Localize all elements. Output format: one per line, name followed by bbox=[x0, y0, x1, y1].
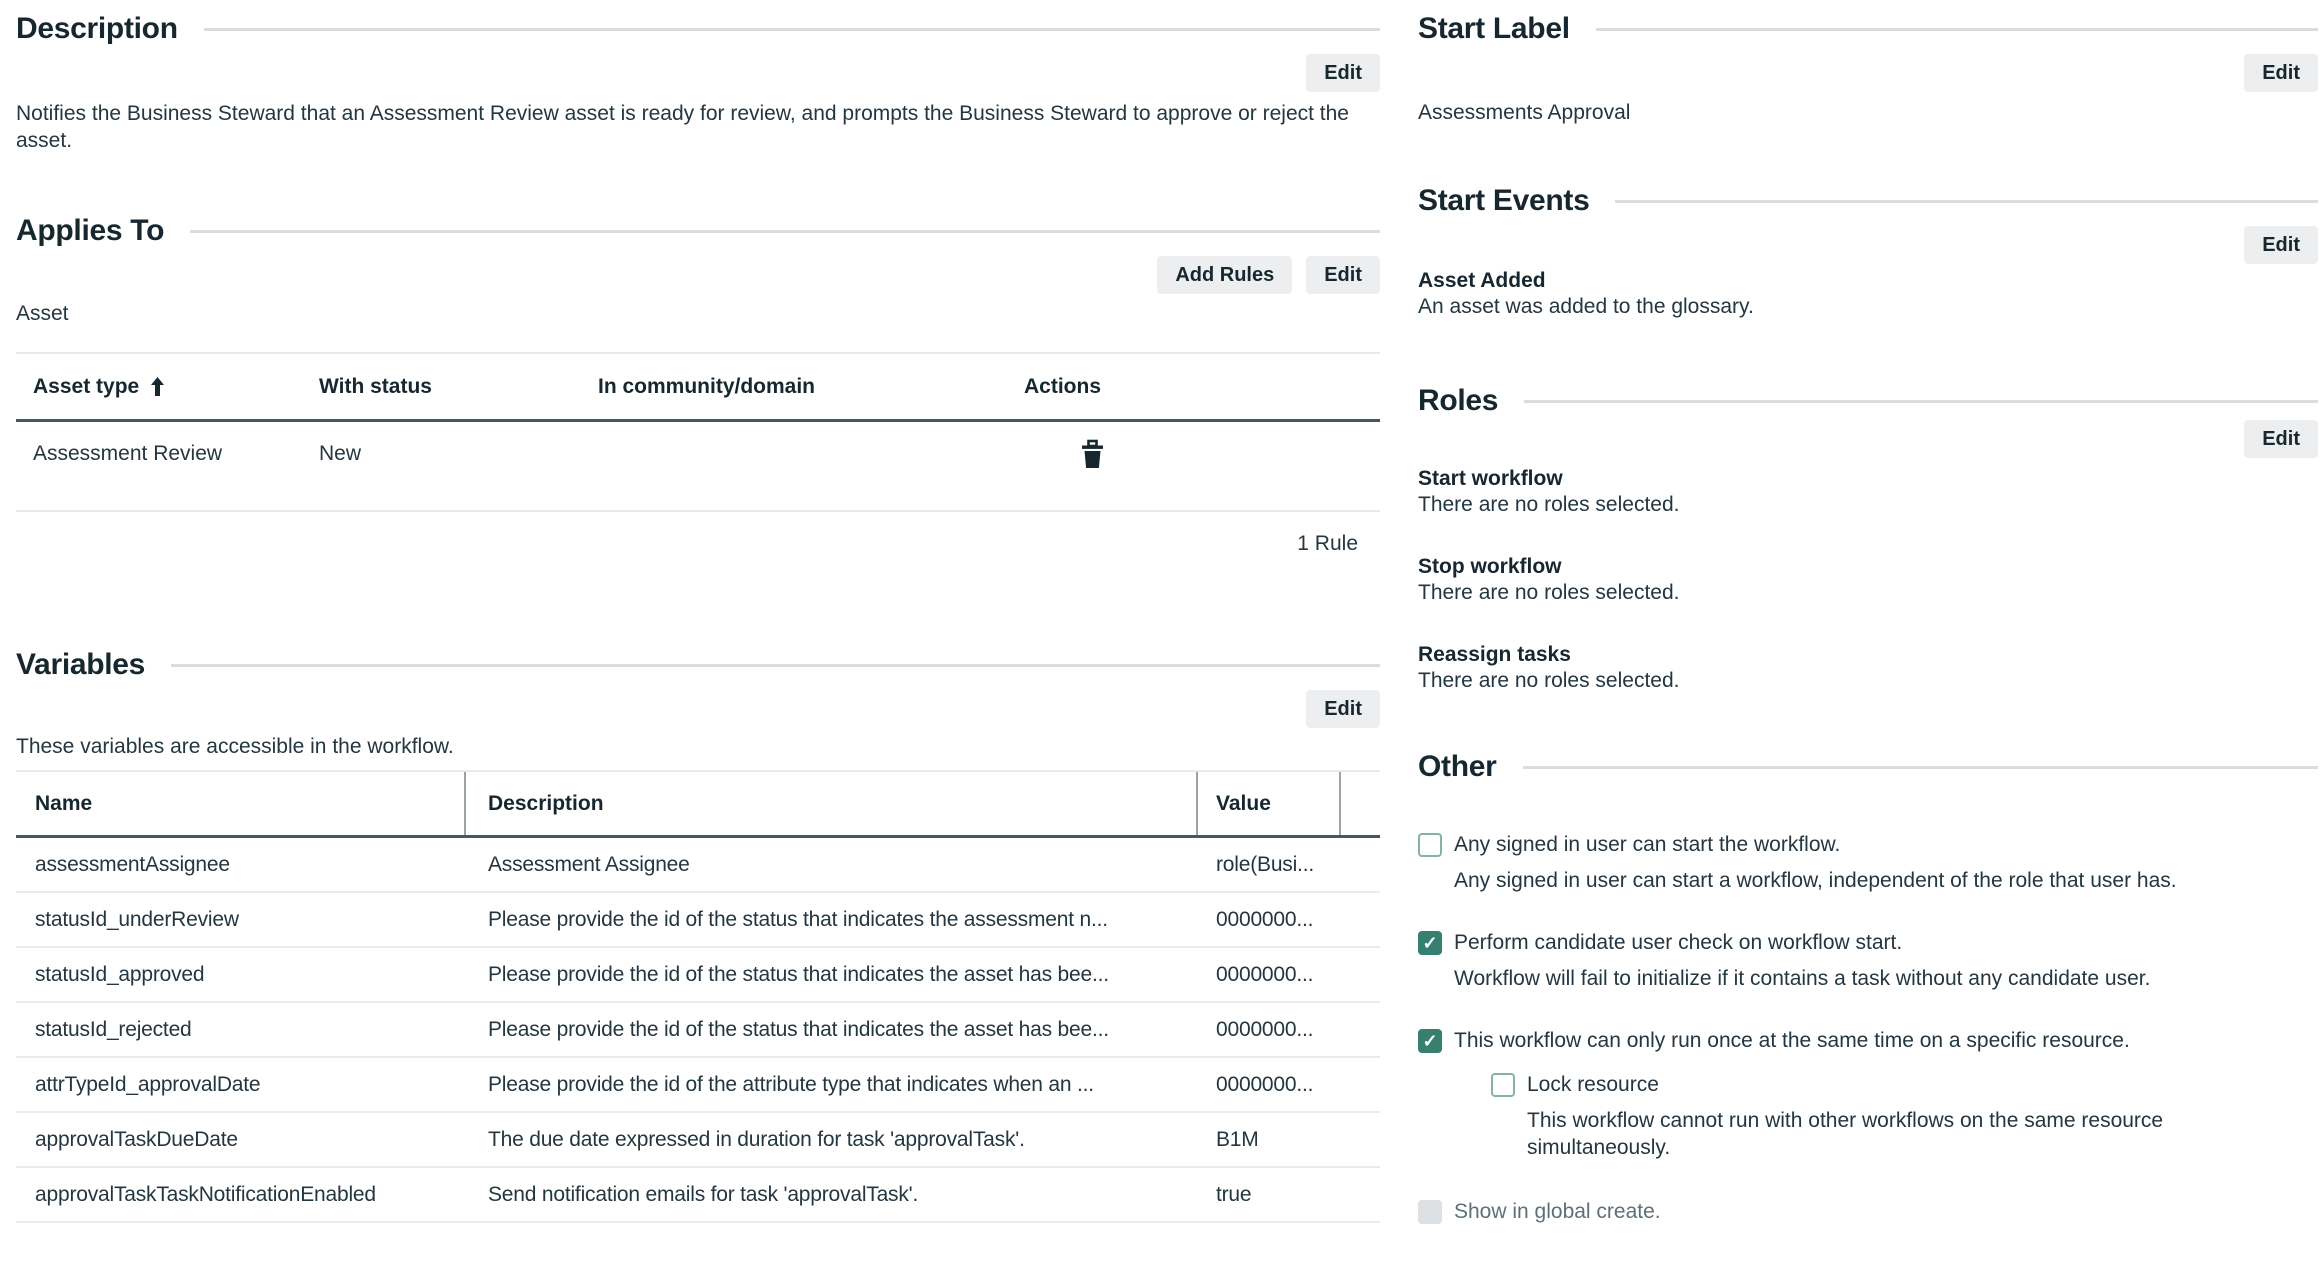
variable-description: Please provide the id of the status that indicates the asset has bee... bbox=[488, 1017, 1109, 1041]
variable-description: Please provide the id of the status that indicates the asset has bee... bbox=[488, 962, 1109, 986]
variable-description: Please provide the id of the attribute type that indicates when an ... bbox=[488, 1072, 1094, 1096]
variable-name: statusId_approved bbox=[35, 962, 205, 986]
sort-ascending-icon bbox=[149, 376, 166, 397]
column-header-spacer bbox=[1341, 772, 1380, 835]
cell-with-status: New bbox=[319, 442, 362, 465]
variable-value: B1M bbox=[1216, 1127, 1259, 1151]
option-label: This workflow can only run once at the same time on a specific resource. bbox=[1454, 1029, 2130, 1052]
variable-row bbox=[16, 948, 1380, 1003]
variable-value: 0000000... bbox=[1216, 1017, 1314, 1041]
role-status: There are no roles selected. bbox=[1418, 669, 1680, 692]
column-header-description: Description bbox=[466, 772, 1198, 835]
option-candidate-user-check bbox=[1418, 930, 2318, 992]
roles-list bbox=[1418, 466, 2318, 694]
edit-description-button[interactable]: Edit bbox=[1306, 54, 1380, 92]
variable-value: 0000000... bbox=[1216, 962, 1314, 986]
start-event-name: Asset Added bbox=[1418, 269, 1546, 292]
option-description: Workflow will fail to initialize if it contains a task without any candidate user. bbox=[1454, 967, 2151, 990]
variable-name: assessmentAssignee bbox=[35, 852, 230, 876]
variable-value: true bbox=[1216, 1182, 1252, 1206]
variable-row bbox=[16, 1168, 1380, 1223]
option-any-signed-in-user bbox=[1418, 832, 2318, 894]
roles-title: Roles bbox=[1418, 384, 1499, 417]
role-status: There are no roles selected. bbox=[1418, 493, 1680, 516]
applies-to-table bbox=[16, 352, 1380, 556]
variable-description: Assessment Assignee bbox=[488, 852, 690, 876]
edit-start-label-button[interactable]: Edit bbox=[2244, 54, 2318, 92]
delete-rule-button[interactable] bbox=[1079, 439, 1380, 471]
section-roles bbox=[1418, 380, 2318, 694]
section-other bbox=[1418, 746, 2318, 1225]
option-description: This workflow cannot run with other workflows on the same resource simultaneously. bbox=[1527, 1109, 2164, 1159]
start-label-title: Start Label bbox=[1418, 12, 1570, 45]
section-divider bbox=[1524, 400, 2318, 403]
other-title: Other bbox=[1418, 750, 1497, 783]
section-divider bbox=[1596, 28, 2318, 31]
run-once-checkbox[interactable] bbox=[1418, 1029, 1442, 1053]
variable-name: approvalTaskTaskNotificationEnabled bbox=[35, 1182, 376, 1206]
variable-description: The due date expressed in duration for task 'approvalTask'. bbox=[488, 1127, 1025, 1151]
variables-table-header bbox=[16, 770, 1380, 838]
option-label: Show in global create. bbox=[1454, 1200, 1661, 1223]
section-divider bbox=[1523, 766, 2318, 769]
variable-row bbox=[16, 1003, 1380, 1058]
section-description bbox=[16, 8, 1380, 154]
section-divider bbox=[171, 664, 1380, 667]
option-run-once bbox=[1418, 1028, 2318, 1161]
variable-name: statusId_underReview bbox=[35, 907, 239, 931]
section-divider bbox=[1615, 200, 2318, 203]
column-header-in-community-domain: In community/domain bbox=[598, 374, 816, 398]
section-variables bbox=[16, 644, 1380, 1223]
variable-description: Please provide the id of the status that indicates the assessment n... bbox=[488, 907, 1108, 931]
start-events-title: Start Events bbox=[1418, 184, 1590, 217]
variables-table bbox=[16, 770, 1380, 1223]
rule-count: 1 Rule bbox=[1297, 532, 1358, 555]
role-name: Stop workflow bbox=[1418, 555, 1562, 578]
option-label: Perform candidate user check on workflow start. bbox=[1454, 931, 1903, 954]
start-label-value: Assessments Approval bbox=[1418, 101, 1631, 124]
option-label: Lock resource bbox=[1527, 1073, 1659, 1096]
candidate-user-check-checkbox[interactable] bbox=[1418, 931, 1442, 955]
left-column bbox=[16, 0, 1380, 1223]
add-rules-button[interactable]: Add Rules bbox=[1157, 256, 1292, 294]
description-title: Description bbox=[16, 12, 178, 45]
lock-resource-checkbox[interactable] bbox=[1491, 1073, 1515, 1097]
cell-asset-type: Assessment Review bbox=[33, 442, 223, 465]
variable-value: 0000000... bbox=[1216, 1072, 1314, 1096]
applies-to-subject: Asset bbox=[16, 302, 69, 325]
option-show-in-global-create bbox=[1418, 1199, 2318, 1225]
option-label: Any signed in user can start the workflow. bbox=[1454, 833, 1841, 856]
option-lock-resource bbox=[1491, 1072, 2310, 1161]
trash-icon bbox=[1079, 439, 1380, 471]
variable-row bbox=[16, 1058, 1380, 1113]
description-text: Notifies the Business Steward that an Assessment Review asset is ready for review, and prompts the Business Steward to approve or reject the asset. bbox=[16, 102, 1349, 152]
option-description: Any signed in user can start a workflow, independent of the role that user has. bbox=[1454, 869, 2177, 892]
role-status: There are no roles selected. bbox=[1418, 581, 1680, 604]
role-name: Reassign tasks bbox=[1418, 643, 1571, 666]
edit-roles-button[interactable]: Edit bbox=[2244, 420, 2318, 458]
column-header-with-status: With status bbox=[319, 374, 432, 398]
edit-applies-to-button[interactable]: Edit bbox=[1306, 256, 1380, 294]
role-item-start-workflow bbox=[1418, 466, 2318, 518]
edit-start-events-button[interactable]: Edit bbox=[2244, 226, 2318, 264]
variable-name: approvalTaskDueDate bbox=[35, 1127, 238, 1151]
role-item-reassign-tasks bbox=[1418, 642, 2318, 694]
variables-subtitle: These variables are accessible in the workflow. bbox=[16, 735, 454, 758]
section-start-events bbox=[1418, 180, 2318, 320]
section-start-label bbox=[1418, 8, 2318, 126]
start-event-description: An asset was added to the glossary. bbox=[1418, 295, 1754, 318]
edit-variables-button[interactable]: Edit bbox=[1306, 690, 1380, 728]
variables-title: Variables bbox=[16, 648, 146, 681]
section-divider bbox=[204, 28, 1380, 31]
any-signed-in-user-checkbox[interactable] bbox=[1418, 833, 1442, 857]
column-header-asset-type[interactable]: Asset type bbox=[16, 375, 303, 399]
variable-row bbox=[16, 838, 1380, 893]
variable-value: role(Busi... bbox=[1216, 852, 1314, 876]
right-column bbox=[1418, 0, 2318, 1261]
variable-description: Send notification emails for task 'approvalTask'. bbox=[488, 1182, 919, 1206]
section-divider bbox=[190, 230, 1380, 233]
show-in-global-create-checkbox bbox=[1418, 1200, 1442, 1224]
variable-row bbox=[16, 1113, 1380, 1168]
column-header-value: Value bbox=[1198, 772, 1341, 835]
variable-value: 0000000... bbox=[1216, 907, 1314, 931]
variable-name: attrTypeId_approvalDate bbox=[35, 1072, 261, 1096]
role-name: Start workflow bbox=[1418, 467, 1563, 490]
other-options-list bbox=[1418, 832, 2318, 1225]
role-item-stop-workflow bbox=[1418, 554, 2318, 606]
section-applies-to bbox=[16, 210, 1380, 556]
variable-row bbox=[16, 893, 1380, 948]
variable-name: statusId_rejected bbox=[35, 1017, 192, 1041]
applies-to-table-header bbox=[16, 352, 1380, 422]
table-row bbox=[16, 422, 1380, 512]
applies-to-title: Applies To bbox=[16, 214, 165, 247]
column-header-name: Name bbox=[16, 772, 466, 835]
column-header-actions: Actions bbox=[1024, 374, 1102, 398]
